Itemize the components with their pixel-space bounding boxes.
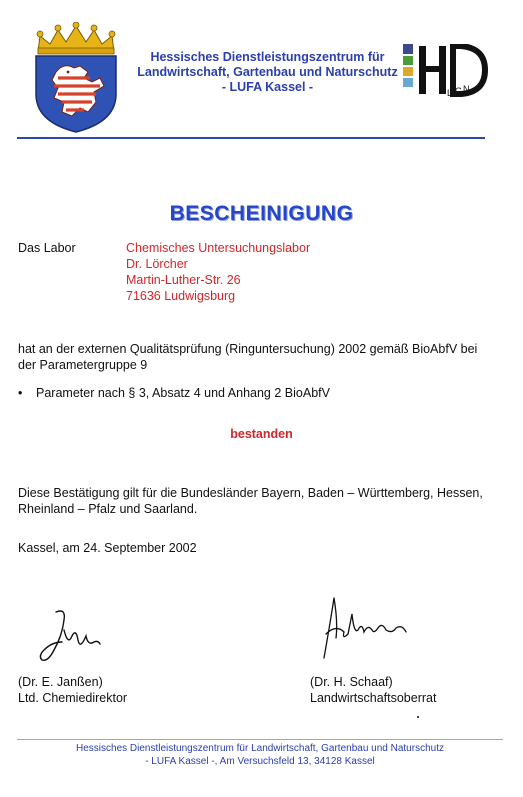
- lab-address: [126, 240, 310, 304]
- header-organization: [130, 50, 405, 95]
- signature-left: [36, 606, 102, 668]
- parameter-bullet: [18, 385, 330, 401]
- signer-role: Landwirtschaftsoberrat: [310, 691, 437, 705]
- validity-line: Rheinland – Pfalz und Saarland.: [18, 502, 198, 516]
- body-paragraph: [18, 341, 477, 373]
- header-divider: [17, 137, 485, 139]
- body-line: hat an der externen Qualitätsprüfung (Ringuntersuchung) 2002 gemäß BioAbfV bei: [18, 342, 478, 356]
- lab-address-line: 71636 Ludwigsburg: [126, 289, 236, 303]
- signer-role: Ltd. Chemiedirektor: [18, 691, 128, 705]
- coat-of-arms-logo: [30, 22, 122, 134]
- footer-address: [40, 742, 480, 768]
- header-org-line1: Hessisches Dienstleistungszentrum für: [150, 50, 385, 64]
- svg-text:L: L: [447, 88, 453, 98]
- signature-right: [316, 594, 410, 664]
- hdlgn-logo: [403, 44, 489, 98]
- footer-divider: [17, 739, 503, 740]
- lab-address-line: Chemisches Untersuchungslabor: [126, 241, 311, 255]
- header-org-line3: - LUFA Kassel -: [221, 80, 314, 94]
- svg-text:G: G: [455, 86, 463, 96]
- svg-text:N: N: [463, 84, 470, 94]
- body-line: der Parametergruppe 9: [18, 358, 148, 372]
- bullet-icon: •: [18, 386, 23, 400]
- document-title: BESCHEINIGUNG: [169, 202, 354, 225]
- crown-icon: [37, 22, 115, 54]
- stray-mark: [417, 716, 419, 718]
- validity-line: Diese Bestätigung gilt für die Bundesländer Bayern, Baden – Württemberg, Hessen,: [18, 486, 483, 500]
- lab-address-line: Dr. Lörcher: [126, 257, 188, 271]
- validity-paragraph: [18, 485, 483, 517]
- signer-name: (Dr. E. Janßen): [18, 675, 103, 689]
- lab-label: Das Labor: [18, 241, 76, 255]
- footer-line: - LUFA Kassel -, Am Versuchsfeld 13, 34128 Kassel: [145, 756, 375, 767]
- place-date: Kassel, am 24. September 2002: [18, 541, 197, 555]
- lab-address-line: Martin-Luther-Str. 26: [126, 273, 241, 287]
- signer-right: [310, 674, 436, 706]
- bullet-text: Parameter nach § 3, Absatz 4 und Anhang 2 BioAbfV: [36, 386, 330, 400]
- signer-left: [18, 674, 127, 706]
- footer-line: Hessisches Dienstleistungszentrum für Landwirtschaft, Gartenbau und Naturschutz: [76, 743, 444, 754]
- header-org-line2: Landwirtschaft, Gartenbau und Naturschutz: [137, 65, 398, 79]
- signer-name: (Dr. H. Schaaf): [310, 675, 393, 689]
- result-status: bestanden: [230, 427, 293, 441]
